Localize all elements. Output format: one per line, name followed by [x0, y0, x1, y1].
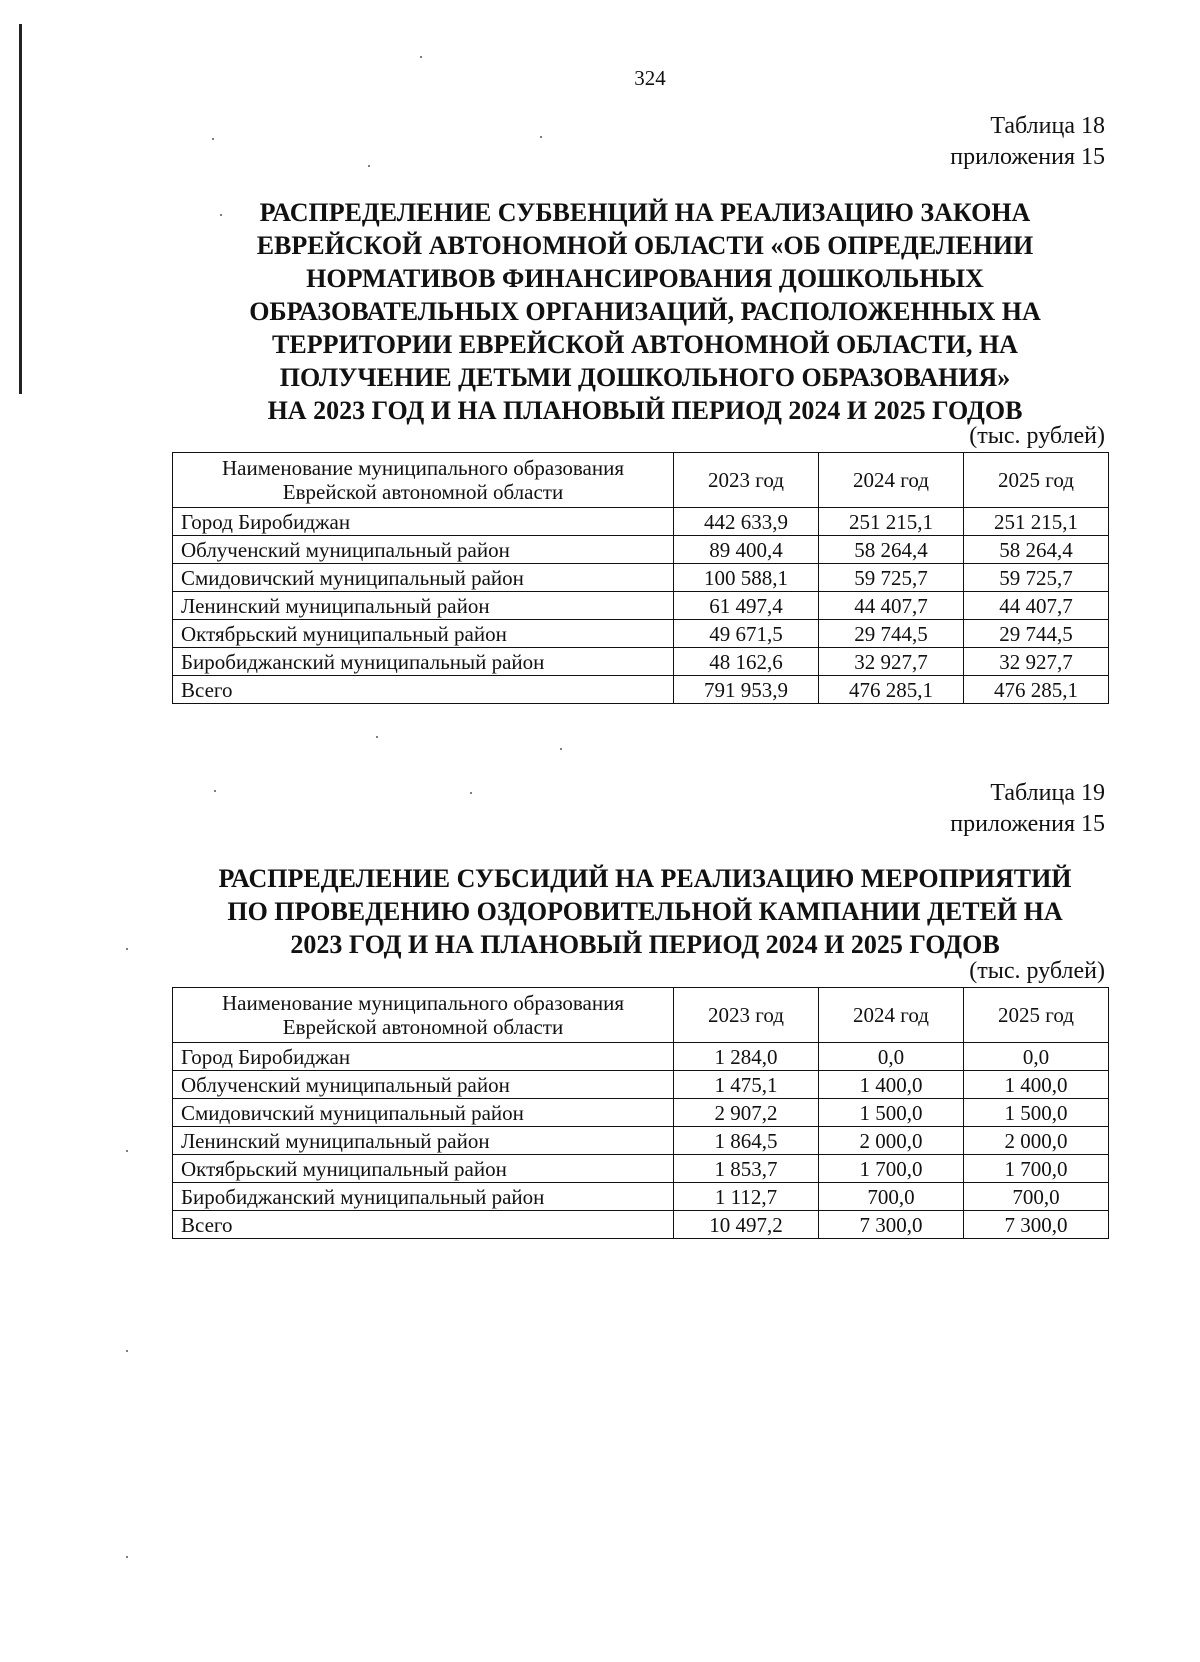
header-2025: 2025 год [964, 988, 1109, 1043]
row-name: Биробиджанский муниципальный район [173, 648, 674, 676]
row-name: Облученский муниципальный район [173, 1071, 674, 1099]
table-19 [172, 987, 1109, 1239]
row-name: Облученский муниципальный район [173, 536, 674, 564]
table-row [173, 1071, 1109, 1099]
header-municipality-line2: Еврейской автономной области [282, 1015, 564, 1039]
cell-2023: 2 907,2 [674, 1099, 819, 1127]
header-municipality [173, 453, 674, 508]
cell-2025: 7 300,0 [964, 1211, 1109, 1239]
scan-speck [126, 1150, 128, 1152]
cell-2024: 44 407,7 [819, 592, 964, 620]
table-header-row [173, 988, 1109, 1043]
header-municipality-line1: Наименование муниципального образования [222, 991, 624, 1015]
cell-2023: 1 864,5 [674, 1127, 819, 1155]
table-19-reference [950, 778, 1105, 840]
cell-2025: 44 407,7 [964, 592, 1109, 620]
row-name: Город Биробиджан [173, 508, 674, 536]
header-2025: 2025 год [964, 453, 1109, 508]
title-line: ПО ПРОВЕДЕНИЮ ОЗДОРОВИТЕЛЬНОЙ КАМПАНИИ ДЕТЕЙ НА [227, 897, 1063, 926]
cell-2023: 61 497,4 [674, 592, 819, 620]
cell-2024: 59 725,7 [819, 564, 964, 592]
table-18 [172, 452, 1109, 704]
table-18-title [160, 196, 1130, 427]
row-name: Ленинский муниципальный район [173, 1127, 674, 1155]
cell-2024: 7 300,0 [819, 1211, 964, 1239]
title-line: ЕВРЕЙСКОЙ АВТОНОМНОЙ ОБЛАСТИ «ОБ ОПРЕДЕЛЕНИИ [256, 231, 1034, 260]
cell-2024: 29 744,5 [819, 620, 964, 648]
cell-2025: 1 500,0 [964, 1099, 1109, 1127]
table-row [173, 592, 1109, 620]
cell-2023: 1 284,0 [674, 1043, 819, 1071]
title-line: РАСПРЕДЕЛЕНИЕ СУБВЕНЦИЙ НА РЕАЛИЗАЦИЮ ЗАКОНА [259, 198, 1031, 227]
cell-2025: 29 744,5 [964, 620, 1109, 648]
cell-2023: 442 633,9 [674, 508, 819, 536]
cell-2023: 1 853,7 [674, 1155, 819, 1183]
header-2023: 2023 год [674, 453, 819, 508]
row-name: Всего [173, 676, 674, 704]
cell-2025: 32 927,7 [964, 648, 1109, 676]
title-line: НА 2023 ГОД И НА ПЛАНОВЫЙ ПЕРИОД 2024 И 2025 ГОДОВ [267, 396, 1023, 425]
row-name: Город Биробиджан [173, 1043, 674, 1071]
table-row [173, 1043, 1109, 1071]
title-line: НОРМАТИВОВ ФИНАНСИРОВАНИЯ ДОШКОЛЬНЫХ [306, 264, 984, 293]
header-2024: 2024 год [819, 453, 964, 508]
table-18-ref-number: Таблица 18 [990, 113, 1105, 139]
row-name: Всего [173, 1211, 674, 1239]
cell-2024: 32 927,7 [819, 648, 964, 676]
cell-2025: 700,0 [964, 1183, 1109, 1211]
cell-2025: 59 725,7 [964, 564, 1109, 592]
cell-2024: 58 264,4 [819, 536, 964, 564]
table-19-ref-appendix: приложения 15 [950, 811, 1105, 837]
table-row [173, 1127, 1109, 1155]
scan-speck [212, 138, 214, 140]
table-header-row [173, 453, 1109, 508]
cell-2025: 251 215,1 [964, 508, 1109, 536]
table-total-row [173, 1211, 1109, 1239]
scan-speck [470, 792, 472, 794]
title-line: ОБРАЗОВАТЕЛЬНЫХ ОРГАНИЗАЦИЙ, РАСПОЛОЖЕННЫХ НА [249, 297, 1041, 326]
cell-2024: 1 400,0 [819, 1071, 964, 1099]
cell-2023: 100 588,1 [674, 564, 819, 592]
row-name: Смидовичский муниципальный район [173, 1099, 674, 1127]
cell-2023: 49 671,5 [674, 620, 819, 648]
page-number: 324 [634, 66, 666, 90]
cell-2025: 2 000,0 [964, 1127, 1109, 1155]
table-total-row [173, 676, 1109, 704]
table-18-units: (тыс. рублей) [969, 423, 1105, 449]
cell-2023: 10 497,2 [674, 1211, 819, 1239]
cell-2024: 251 215,1 [819, 508, 964, 536]
cell-2024: 476 285,1 [819, 676, 964, 704]
row-name: Октябрьский муниципальный район [173, 1155, 674, 1183]
cell-2025: 1 700,0 [964, 1155, 1109, 1183]
title-line: РАСПРЕДЕЛЕНИЕ СУБСИДИЙ НА РЕАЛИЗАЦИЮ МЕРОПРИЯТИЙ [218, 864, 1072, 893]
row-name: Смидовичский муниципальный район [173, 564, 674, 592]
table-row [173, 564, 1109, 592]
scan-speck [220, 214, 222, 216]
title-line: 2023 ГОД И НА ПЛАНОВЫЙ ПЕРИОД 2024 И 2025 ГОДОВ [290, 930, 1000, 959]
scan-speck [126, 1556, 128, 1558]
row-name: Ленинский муниципальный район [173, 592, 674, 620]
cell-2024: 1 500,0 [819, 1099, 964, 1127]
cell-2023: 89 400,4 [674, 536, 819, 564]
cell-2024: 0,0 [819, 1043, 964, 1071]
row-name: Октябрьский муниципальный район [173, 620, 674, 648]
scan-speck [126, 1350, 128, 1352]
row-name: Биробиджанский муниципальный район [173, 1183, 674, 1211]
cell-2023: 48 162,6 [674, 648, 819, 676]
cell-2025: 0,0 [964, 1043, 1109, 1071]
scan-speck [126, 948, 128, 950]
header-municipality-line2: Еврейской автономной области [282, 480, 564, 504]
cell-2024: 2 000,0 [819, 1127, 964, 1155]
title-line: ПОЛУЧЕНИЕ ДЕТЬМИ ДОШКОЛЬНОГО ОБРАЗОВАНИЯ» [279, 363, 1011, 392]
table-row [173, 1099, 1109, 1127]
cell-2025: 58 264,4 [964, 536, 1109, 564]
header-2024: 2024 год [819, 988, 964, 1043]
header-2023: 2023 год [674, 988, 819, 1043]
cell-2024: 700,0 [819, 1183, 964, 1211]
scan-speck [540, 136, 542, 138]
cell-2023: 1 475,1 [674, 1071, 819, 1099]
scan-speck [376, 736, 378, 738]
cell-2025: 1 400,0 [964, 1071, 1109, 1099]
scan-speck [214, 790, 216, 792]
scan-speck [560, 748, 562, 750]
table-19-title [160, 862, 1130, 961]
table-row [173, 1183, 1109, 1211]
table-row [173, 648, 1109, 676]
table-18-ref-appendix: приложения 15 [950, 144, 1105, 170]
table-18-reference [950, 111, 1105, 173]
cell-2024: 1 700,0 [819, 1155, 964, 1183]
table-row [173, 1155, 1109, 1183]
table-19-units: (тыс. рублей) [969, 958, 1105, 984]
scan-speck [420, 56, 422, 58]
scan-speck [368, 165, 370, 167]
table-row [173, 620, 1109, 648]
table-19-ref-number: Таблица 19 [990, 780, 1105, 806]
title-line: ТЕРРИТОРИИ ЕВРЕЙСКОЙ АВТОНОМНОЙ ОБЛАСТИ, НА [272, 330, 1018, 359]
cell-2023: 791 953,9 [674, 676, 819, 704]
cell-2025: 476 285,1 [964, 676, 1109, 704]
table-row [173, 508, 1109, 536]
header-municipality [173, 988, 674, 1043]
header-municipality-line1: Наименование муниципального образования [222, 456, 624, 480]
table-row [173, 536, 1109, 564]
cell-2023: 1 112,7 [674, 1183, 819, 1211]
